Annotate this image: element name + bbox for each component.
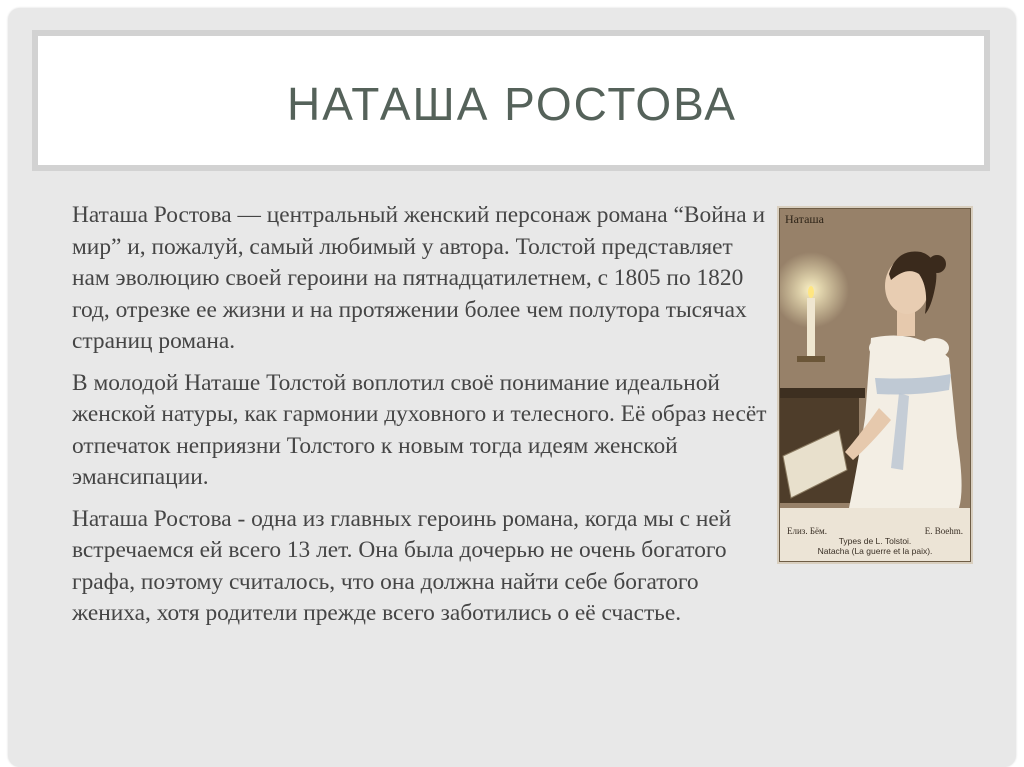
illustration-artist-right: E. Boehm. <box>924 526 963 536</box>
illustration-drawing <box>779 208 971 562</box>
natasha-illustration <box>777 206 973 564</box>
illustration-artist-left: Елиз. Бём. <box>787 526 827 536</box>
slide-title: НАТАША РОСТОВА <box>287 78 737 130</box>
illustration-caption-1: Types de L. Tolstoi. <box>838 536 912 546</box>
illustration-corner-label: Наташа <box>785 212 824 226</box>
body-text <box>72 200 772 640</box>
paragraph-3: Наташа Ростова - одна из главных героинь романа, когда мы с ней встречаемся ей всего 13 лет. Она была дочерью не очень богатого графа, поэтому считалось, что она должна найти себе богатого жениха, хотя родители прежде всего заботились о её счастье. <box>72 505 732 626</box>
illustration-caption-2: Natacha (La guerre et la paix). <box>817 546 933 556</box>
candle <box>807 298 815 358</box>
paragraph-1: Наташа Ростова — центральный женский персонаж романа “Война и мир” и, пожалуй, самый любимый у автора. Толстой представляет нам эволюцию своей героини на пятнадцатилетнем, с 1805 по 1820 год, отрезке ее жизни и на протяжении более чем полутора тысячах страниц романа. <box>72 202 765 354</box>
paragraph-2: В молодой Наташе Толстой воплотил своё понимание идеальной женской натуры, как гармонии духовного и телесного. Её образ несёт отпечаток неприязни Толстого к новым тогда идеям женской эмансипации. <box>72 369 767 490</box>
